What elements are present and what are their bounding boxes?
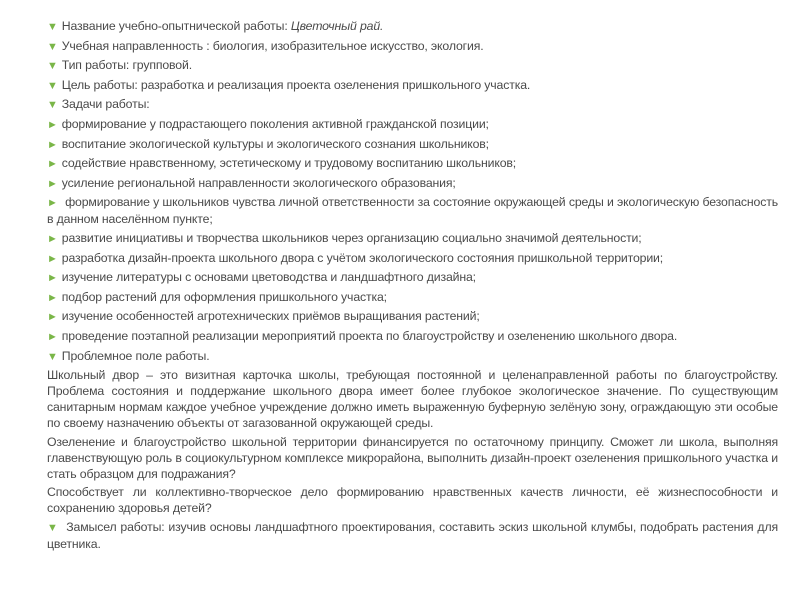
list-item [47,328,778,345]
section-heading [47,519,778,552]
triangle-right-icon: ► [47,232,58,245]
triangle-down-icon: ▼ [47,99,58,112]
item-text: Проблемное поле работы. [61,348,210,363]
list-item [47,136,778,153]
triangle-right-icon: ► [47,158,58,171]
item-text: формирование у школьников чувства личной ответственности за состояние окружающей среды и экологическую безопасность в данном населённом пункте; [47,195,778,227]
triangle-down-icon: ▼ [47,21,58,33]
document-body [47,18,778,554]
section-heading [47,77,778,94]
section-heading [47,57,778,74]
triangle-down-icon: ▼ [47,521,59,534]
list-item [47,250,778,267]
item-text: проведение поэтапной реализации мероприятий проекта по благоустройству и озеленению школьного двора. [61,328,678,343]
triangle-down-icon: ▼ [47,40,58,53]
item-text: изучение особенностей агротехнических приёмов выращивания растений; [61,309,480,324]
project-name: Цветочный рай. [290,19,384,33]
triangle-down-icon: ▼ [47,79,58,92]
triangle-right-icon: ► [47,197,58,210]
paragraph [47,484,778,516]
item-text: развитие инициативы и творчества школьников через организацию социально значимой деятельности; [61,230,642,245]
section-heading [47,38,778,55]
list-item [47,116,778,133]
item-text: Тип работы: групповой. [61,58,192,73]
item-text: Способствует ли коллективно-творческое дело формированию нравственных качеств личности, её жизнеспособности и сохранению здоровья детей? [47,485,778,516]
item-text: Озеленение и благоустройство школьной территории финансируется по остаточному принципу. Сможет ли школа, выполняя главенствующую роль в социокультурном комплексе микрорайона, выполнить дизайн-проект озеленения пришкольного участка и стать образцом для подражания? [47,434,778,481]
item-text: Задачи работы: [61,97,150,112]
item-text: содействие нравственному, эстетическому и трудовому воспитанию школьников; [61,156,517,171]
list-item [47,175,778,192]
triangle-right-icon: ► [47,138,58,151]
list-item [47,194,778,227]
list-item [47,308,778,325]
triangle-right-icon: ► [47,118,58,131]
item-text: Замысел работы: изучив основы ландшафтного проектирования, составить эскиз школьной клумбы, подобрать растения для цветника. [47,519,778,551]
item-text: изучение литературы с основами цветоводства и ландшафтного дизайна; [61,270,476,285]
triangle-right-icon: ► [47,272,58,285]
item-text: подбор растений для оформления пришкольного участка; [61,289,387,304]
item-text: Школьный двор – это визитная карточка школы, требующая постоянной и целенаправленной работы по благоустройству. Проблема состояния и поддержание школьного двора имеет более глубокое экологическое значение. По существующим санитарным нормам каждое учебное учреждение должно иметь выраженную буферную зелёную зону, ограждающую эти особые по своему назначению объекты от загазованной окружающей среды. [47,368,778,431]
item-text: Цель работы: разработка и реализация проекта озеленения пришкольного участка. [61,77,531,92]
triangle-down-icon: ▼ [47,60,58,73]
triangle-right-icon: ► [47,252,58,265]
section-heading [47,348,778,365]
triangle-right-icon: ► [47,311,58,324]
section-heading [47,96,778,113]
list-item [47,269,778,286]
item-text: воспитание экологической культуры и экологического сознания школьников; [61,136,489,151]
triangle-right-icon: ► [47,330,58,343]
list-item [47,289,778,306]
section-heading [47,18,778,35]
paragraph [47,367,778,431]
triangle-down-icon: ▼ [47,350,58,363]
item-text: Учебная направленность : биология, изобразительное искусство, экология. [61,38,484,53]
triangle-right-icon: ► [47,177,58,190]
list-item [47,155,778,172]
paragraph [47,434,778,482]
item-text: Название учебно-опытнической работы: [61,19,291,33]
item-text: формирование у подрастающего поколения активной гражданской позиции; [61,116,489,131]
item-text: разработка дизайн-проекта школьного двора с учётом экологического состояния пришкольной территории; [61,250,664,265]
list-item [47,230,778,247]
item-text: усиление региональной направленности экологического образования; [61,175,456,190]
triangle-right-icon: ► [47,291,58,304]
